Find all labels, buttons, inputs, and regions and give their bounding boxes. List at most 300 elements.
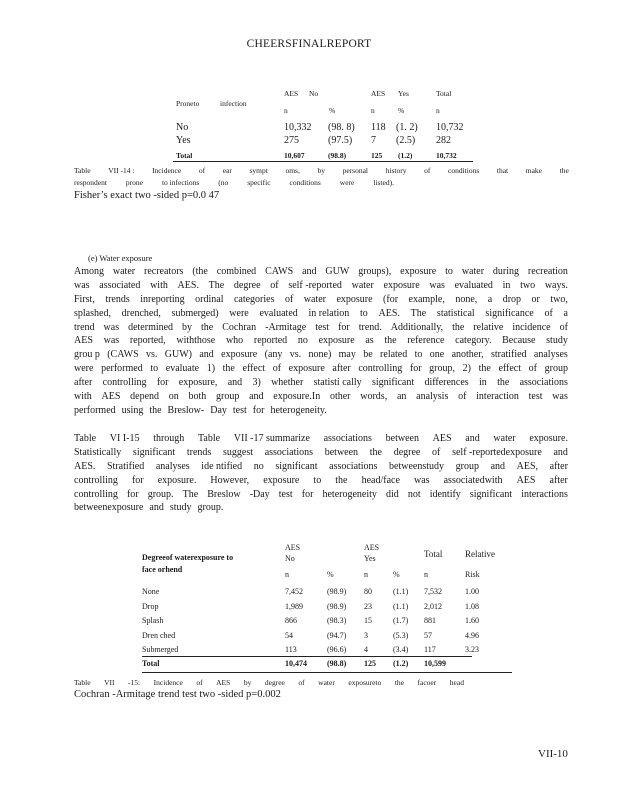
word: exposure, xyxy=(178,377,218,389)
word: of xyxy=(432,446,441,458)
table-note: Fisher’s exact two -sided p=0.0 47 xyxy=(74,190,220,201)
word: between xyxy=(324,446,359,458)
table-cell: 15 xyxy=(364,616,372,625)
word: and xyxy=(199,349,214,361)
word: 3) xyxy=(252,377,261,389)
word: reported, xyxy=(129,335,166,347)
table-cell: (1. 2) xyxy=(396,122,418,133)
word: Statistically xyxy=(74,446,122,458)
text-line xyxy=(74,348,568,362)
text-line xyxy=(74,432,568,446)
word: statisti cally xyxy=(313,377,362,389)
table-cell: (98.8) xyxy=(327,659,347,668)
table-rule xyxy=(142,672,512,673)
word: Table xyxy=(74,433,97,444)
word: none, xyxy=(455,293,478,305)
word: conditions xyxy=(448,166,480,175)
word: during xyxy=(492,266,520,277)
table-cell: 1.08 xyxy=(465,601,479,611)
word: splashed, xyxy=(74,307,111,319)
table-rule xyxy=(142,656,472,657)
word: Incidence xyxy=(153,678,183,687)
word: no xyxy=(253,460,264,472)
word: and xyxy=(227,377,243,389)
word: withthose xyxy=(176,335,216,347)
word: as xyxy=(365,335,374,347)
word: two xyxy=(520,279,536,291)
word: the xyxy=(478,363,491,375)
word: determined xyxy=(128,321,174,333)
word: the xyxy=(559,166,569,175)
word: for xyxy=(338,321,350,333)
word: the xyxy=(497,377,510,389)
word: by xyxy=(243,678,252,687)
word: controlling xyxy=(74,474,118,486)
word: was xyxy=(413,474,430,486)
word: significant xyxy=(275,460,318,472)
word: of xyxy=(298,678,305,687)
word: significant xyxy=(132,446,176,458)
word: associations xyxy=(264,446,314,458)
text-line xyxy=(74,488,568,502)
sub-header-pct: % xyxy=(327,570,334,579)
word: of xyxy=(528,363,537,375)
word: was xyxy=(103,321,120,333)
table-row-label: Yes xyxy=(176,135,191,146)
section-heading: (e) Water exposure xyxy=(88,253,153,263)
table-cell: (96.6) xyxy=(327,645,347,654)
col-header-no: No xyxy=(309,89,319,98)
table-cell: (94.7) xyxy=(327,630,347,640)
sub-header-n: n xyxy=(424,570,428,579)
table-cell: 4.96 xyxy=(465,630,479,640)
word: AES. xyxy=(177,279,199,291)
text-line xyxy=(74,293,568,307)
word: controlling xyxy=(102,377,147,389)
word: were xyxy=(229,307,249,319)
text-line xyxy=(74,307,568,321)
table-cell: (97.5) xyxy=(328,135,353,146)
table-cell: 10,332 xyxy=(284,122,312,133)
word: on xyxy=(168,391,179,403)
word: VII -14 : xyxy=(108,166,135,175)
word: another, xyxy=(451,349,484,361)
table-cell: 1.60 xyxy=(465,616,479,625)
text-line xyxy=(74,376,568,390)
word: was xyxy=(74,279,90,291)
word: Incidence xyxy=(152,166,182,175)
table-cell: 3.23 xyxy=(465,645,479,654)
col-header-total: Total xyxy=(436,89,452,98)
word: for xyxy=(126,488,139,500)
table-cell: 4 xyxy=(364,645,368,654)
table-cell: (5.3) xyxy=(393,630,409,640)
word: exposure xyxy=(221,349,258,361)
word: the xyxy=(201,321,214,333)
word: AES. xyxy=(74,460,96,472)
table-cell: 125 xyxy=(371,151,383,160)
report-header: CHEERSFINALREPORT xyxy=(246,38,372,50)
word: -15: xyxy=(128,678,141,687)
table-note: Cochran -Armitage trend test two -sided p=0.002 xyxy=(74,689,281,700)
word: The xyxy=(208,279,225,291)
word: to xyxy=(360,307,368,319)
word: exposure xyxy=(318,335,355,347)
word: of xyxy=(284,293,294,305)
table-cell: 113 xyxy=(285,645,297,654)
word: AES xyxy=(516,474,536,486)
word: for xyxy=(409,363,422,375)
word: the xyxy=(335,474,348,486)
word: with xyxy=(74,391,92,403)
word: Day xyxy=(210,404,227,416)
word: stratified xyxy=(491,349,527,361)
word: of xyxy=(559,321,568,333)
table-cell: 7,532 xyxy=(424,587,442,596)
col-header-aes-yes: AES xyxy=(364,543,380,552)
word: words, xyxy=(360,391,388,403)
table-cell: (1.7) xyxy=(393,616,409,625)
word: to infections xyxy=(161,178,200,187)
text-line xyxy=(74,460,568,474)
word: for xyxy=(301,488,314,500)
word: AES, xyxy=(516,460,539,472)
word: betweenexposure xyxy=(74,502,144,514)
word: test xyxy=(232,404,247,416)
word: exposure xyxy=(383,279,420,291)
word: be xyxy=(363,349,373,361)
text-line xyxy=(74,362,568,376)
word: water xyxy=(112,266,136,277)
word: a xyxy=(487,293,493,305)
table-row-label: Drop xyxy=(142,601,159,611)
word: and xyxy=(490,460,506,472)
table-cell: 1.00 xyxy=(465,587,479,596)
col-header-relative: Relative xyxy=(465,549,495,559)
sub-header-n: n xyxy=(284,106,288,115)
page-number: VII-10 xyxy=(538,748,568,760)
word: or xyxy=(531,293,540,305)
text-line xyxy=(74,404,568,418)
word: to xyxy=(150,363,159,375)
text-line xyxy=(74,446,568,460)
word: both xyxy=(188,391,207,403)
word: exposure xyxy=(400,266,437,277)
table-cell: (98.3) xyxy=(327,616,347,625)
table-row-label: Submerged xyxy=(142,645,179,654)
text-line xyxy=(74,334,568,348)
word: controlling xyxy=(74,488,118,500)
col-header-aes-no: AES xyxy=(284,89,299,98)
word: facoer xyxy=(417,678,437,687)
sub-header-pct: % xyxy=(329,106,336,115)
table-cell: 57 xyxy=(424,630,432,640)
word: listed). xyxy=(373,178,394,187)
word: -Armitage xyxy=(265,321,307,333)
word: of xyxy=(198,166,206,175)
word: to xyxy=(313,474,322,486)
word: for xyxy=(156,377,169,389)
word: exposure. xyxy=(529,433,568,444)
table-row-label: Splash xyxy=(142,616,164,625)
word: was xyxy=(552,391,568,403)
word: other xyxy=(329,391,351,403)
col-header-yes: Yes xyxy=(398,89,409,98)
word: may xyxy=(338,349,356,361)
word: 1) xyxy=(206,363,216,375)
word: personal xyxy=(342,166,369,175)
word: through xyxy=(153,433,185,444)
word: AES xyxy=(101,391,121,403)
word: Because xyxy=(502,335,536,347)
word: interactions xyxy=(521,488,568,500)
word: associations xyxy=(519,377,568,389)
word: suggest xyxy=(223,446,253,458)
row-header-2: face orhend xyxy=(142,565,183,574)
word: one xyxy=(429,349,445,361)
word: The xyxy=(182,488,199,500)
word: CAWS xyxy=(265,266,294,277)
word: ear xyxy=(222,166,232,175)
word: the xyxy=(369,446,382,458)
word: and xyxy=(302,266,317,277)
table-cell: 275 xyxy=(284,135,299,146)
word: AES xyxy=(216,678,231,687)
table-row-label: Total xyxy=(176,151,193,160)
word: betweenstudy xyxy=(389,460,445,472)
word: recreation xyxy=(527,266,568,277)
word: combined xyxy=(216,266,257,277)
table-cell: 10,732 xyxy=(436,151,457,160)
table-rule xyxy=(173,161,473,162)
word: the xyxy=(222,363,235,375)
row-header: Proneto xyxy=(176,99,200,108)
word: (for xyxy=(383,293,399,305)
word: in xyxy=(502,279,511,291)
table-cell: 118 xyxy=(371,122,386,133)
word: recreators xyxy=(144,266,184,277)
table-cell: 881 xyxy=(424,616,436,625)
word: Table xyxy=(198,433,221,444)
word: did xyxy=(385,488,399,500)
word: the xyxy=(384,335,397,347)
word: trend. xyxy=(358,321,382,333)
word: Stratified xyxy=(107,460,145,472)
word: and xyxy=(465,433,480,444)
word: Table xyxy=(74,166,91,175)
word: statistical xyxy=(436,307,475,319)
word: exposure. xyxy=(157,474,197,486)
word: not xyxy=(407,488,421,500)
table-cell: 7 xyxy=(371,135,376,146)
word: group xyxy=(544,363,568,375)
word: group, xyxy=(429,363,456,375)
word: whether xyxy=(271,377,304,389)
word: no xyxy=(297,335,308,347)
word: Breslow xyxy=(207,488,241,500)
word: VI I-15 xyxy=(109,433,140,444)
word: of xyxy=(272,363,282,375)
word: controlling xyxy=(358,363,403,375)
col-header-aes-no: AES xyxy=(285,543,301,552)
word: performed xyxy=(101,363,143,375)
word: inreporting xyxy=(140,293,185,305)
table-cell: 80 xyxy=(364,587,372,596)
word: group. xyxy=(197,502,224,514)
word: water xyxy=(303,293,326,305)
word: that xyxy=(496,166,509,175)
word: oms, xyxy=(285,166,300,175)
word: (no xyxy=(218,178,229,187)
word: significance xyxy=(485,307,534,319)
text-line xyxy=(74,474,568,488)
table-caption xyxy=(74,678,464,687)
word: who xyxy=(225,335,244,347)
word: degree xyxy=(264,678,285,687)
word: performed xyxy=(74,404,116,416)
word: AES xyxy=(432,433,452,444)
word: after xyxy=(549,474,568,486)
table-cell: 23 xyxy=(364,601,372,611)
word: Breslow- xyxy=(167,404,205,416)
table-cell: (98.9) xyxy=(327,601,347,611)
word: water xyxy=(318,678,335,687)
word: study xyxy=(169,502,192,514)
word: test xyxy=(278,488,293,500)
word: using xyxy=(121,404,144,416)
word: water xyxy=(351,279,374,291)
word: to xyxy=(445,266,453,277)
word: exposureto xyxy=(348,678,382,687)
word: evaluated xyxy=(454,279,493,291)
table-cell: (1.1) xyxy=(393,587,409,596)
row-header-2: infection xyxy=(220,99,247,108)
word: test xyxy=(315,321,330,333)
word: significant xyxy=(371,377,415,389)
word: (any xyxy=(264,349,283,361)
word: reference xyxy=(407,335,445,347)
word: after xyxy=(332,363,351,375)
word: relative xyxy=(473,321,504,333)
word: vs. xyxy=(145,349,158,361)
table-caption xyxy=(74,166,569,175)
col-header-yes: Yes xyxy=(364,554,376,563)
word: of xyxy=(458,391,467,403)
word: group. xyxy=(147,488,174,500)
text-line xyxy=(74,279,568,293)
word: Table xyxy=(74,678,91,687)
word: of xyxy=(544,307,553,319)
col-header-risk: Risk xyxy=(465,570,480,579)
word: VII -17 summarize xyxy=(233,433,310,444)
word: ordinal xyxy=(195,293,224,305)
word: of xyxy=(270,279,279,291)
word: However, xyxy=(210,474,250,486)
word: trends xyxy=(186,446,212,458)
word: make xyxy=(525,166,542,175)
word: a xyxy=(563,307,568,319)
table-cell: 117 xyxy=(424,645,436,654)
word: trend xyxy=(74,321,95,333)
table-cell: (98.9) xyxy=(327,587,347,596)
word: grou p xyxy=(74,349,100,361)
word: analysis xyxy=(416,391,449,403)
word: prone xyxy=(125,178,143,187)
word: analyses xyxy=(155,460,190,472)
word: study xyxy=(546,335,568,347)
word: test xyxy=(528,391,543,403)
word: the xyxy=(149,404,162,416)
sub-header-pct: % xyxy=(393,570,400,579)
word: of xyxy=(196,678,203,687)
word: ways. xyxy=(544,279,568,291)
word: evaluate xyxy=(165,363,200,375)
word: associated xyxy=(99,279,141,291)
word: head/face xyxy=(361,474,400,486)
table-cell: (1.2) xyxy=(398,151,413,160)
word: in xyxy=(478,377,487,389)
word: trends xyxy=(105,293,130,305)
word: identify xyxy=(429,488,461,500)
word: water xyxy=(493,433,516,444)
word: (the xyxy=(192,266,208,277)
table-cell: 866 xyxy=(285,616,297,625)
word: by xyxy=(182,321,193,333)
sub-header-n: n xyxy=(364,570,368,579)
row-header: Degreeof waterexposure to xyxy=(142,553,234,562)
word: of xyxy=(424,166,431,175)
table-row-label: Total xyxy=(142,659,160,668)
word: after xyxy=(74,377,93,389)
word: by xyxy=(317,166,325,175)
word: self -reportedexposure xyxy=(452,446,542,458)
word: Additionally, xyxy=(390,321,444,333)
word: significant xyxy=(469,488,513,500)
word: effect xyxy=(498,363,522,375)
word: categories xyxy=(233,293,275,305)
col-header-total: Total xyxy=(424,549,443,559)
word: history xyxy=(385,166,407,175)
word: associations xyxy=(323,433,372,444)
word: drop xyxy=(502,293,522,305)
table-cell: 125 xyxy=(364,659,376,668)
word: degree xyxy=(233,279,261,291)
paragraph xyxy=(74,265,568,418)
text-line xyxy=(74,501,568,515)
word: for xyxy=(131,474,144,486)
word: between xyxy=(385,433,419,444)
word: reported xyxy=(253,335,288,347)
word: associatedwith xyxy=(443,474,503,486)
text-line xyxy=(74,390,568,404)
word: The xyxy=(410,307,427,319)
table-caption xyxy=(74,178,394,187)
word: were xyxy=(339,178,355,187)
table-cell: (98.8) xyxy=(328,151,347,160)
word: -Day xyxy=(249,488,270,500)
table-row-label: No xyxy=(176,122,189,133)
word: exposure.In xyxy=(273,391,321,403)
word: incidence xyxy=(512,321,551,333)
col-header-aes-yes: AES xyxy=(371,89,386,98)
word: related xyxy=(380,349,408,361)
word: analyses xyxy=(533,349,568,361)
word: AES. xyxy=(378,307,400,319)
word: category. xyxy=(455,335,492,347)
sub-header-n: n xyxy=(436,106,440,115)
table-cell: (1.2) xyxy=(393,659,409,668)
table-cell: 282 xyxy=(436,135,451,146)
